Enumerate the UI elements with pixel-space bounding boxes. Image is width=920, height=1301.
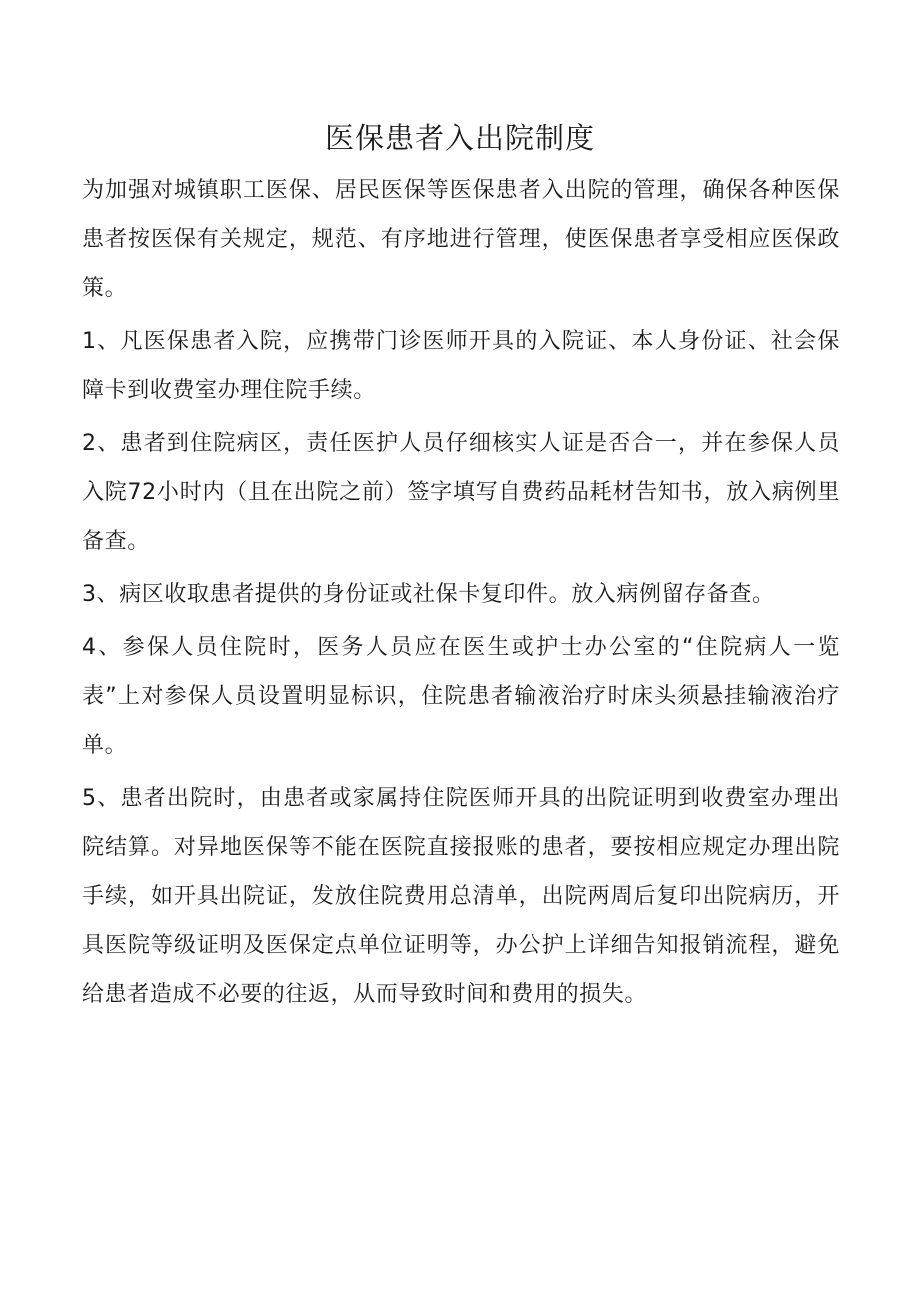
rule-3-paragraph: 3、病区收取患者提供的身份证或社保卡复印件。放入病例留存备查。: [82, 582, 775, 607]
rule-5-paragraph: 5、患者出院时，由患者或家属持住院医师开具的出院证明到收费室办理出院结算。对异地医保等不能在医院直接报账的患者，要按相应规定办理出院手续，如开具出院证，发放住院费用总清单，出院两周后复印出院病历，开具医院等级证明及医保定点单位证明等，办公护上详细告知报销流程，避免给患者造成不必要的往返，从而导致时间和费用的损失。: [82, 786, 840, 1007]
rule-4-paragraph: 4、参保人员住院时，医务人员应在医生或护士办公室的“住院病人一览表”上对参保人员设置明显标识，住院患者输液治疗时床头须悬挂输液治疗单。: [82, 635, 840, 758]
intro-paragraph: 为加强对城镇职工医保、居民医保等医保患者入出院的管理，确保各种医保患者按医保有关规定，规范、有序地进行管理，使医保患者享受相应医保政策。: [82, 178, 840, 301]
rule-1-paragraph: 1、凡医保患者入院，应携带门诊医师开具的入院证、本人身份证、社会保障卡到收费室办理住院手续。: [82, 329, 840, 403]
document-body: [82, 166, 840, 1023]
rule-2-paragraph: 2、患者到住院病区，责任医护人员仔细核实人证是否合一，并在参保人员入院72小时内（且在出院之前）签字填写自费药品耗材告知书，放入病例里备查。: [82, 431, 840, 554]
document-title: 医保患者入出院制度: [324, 121, 595, 155]
